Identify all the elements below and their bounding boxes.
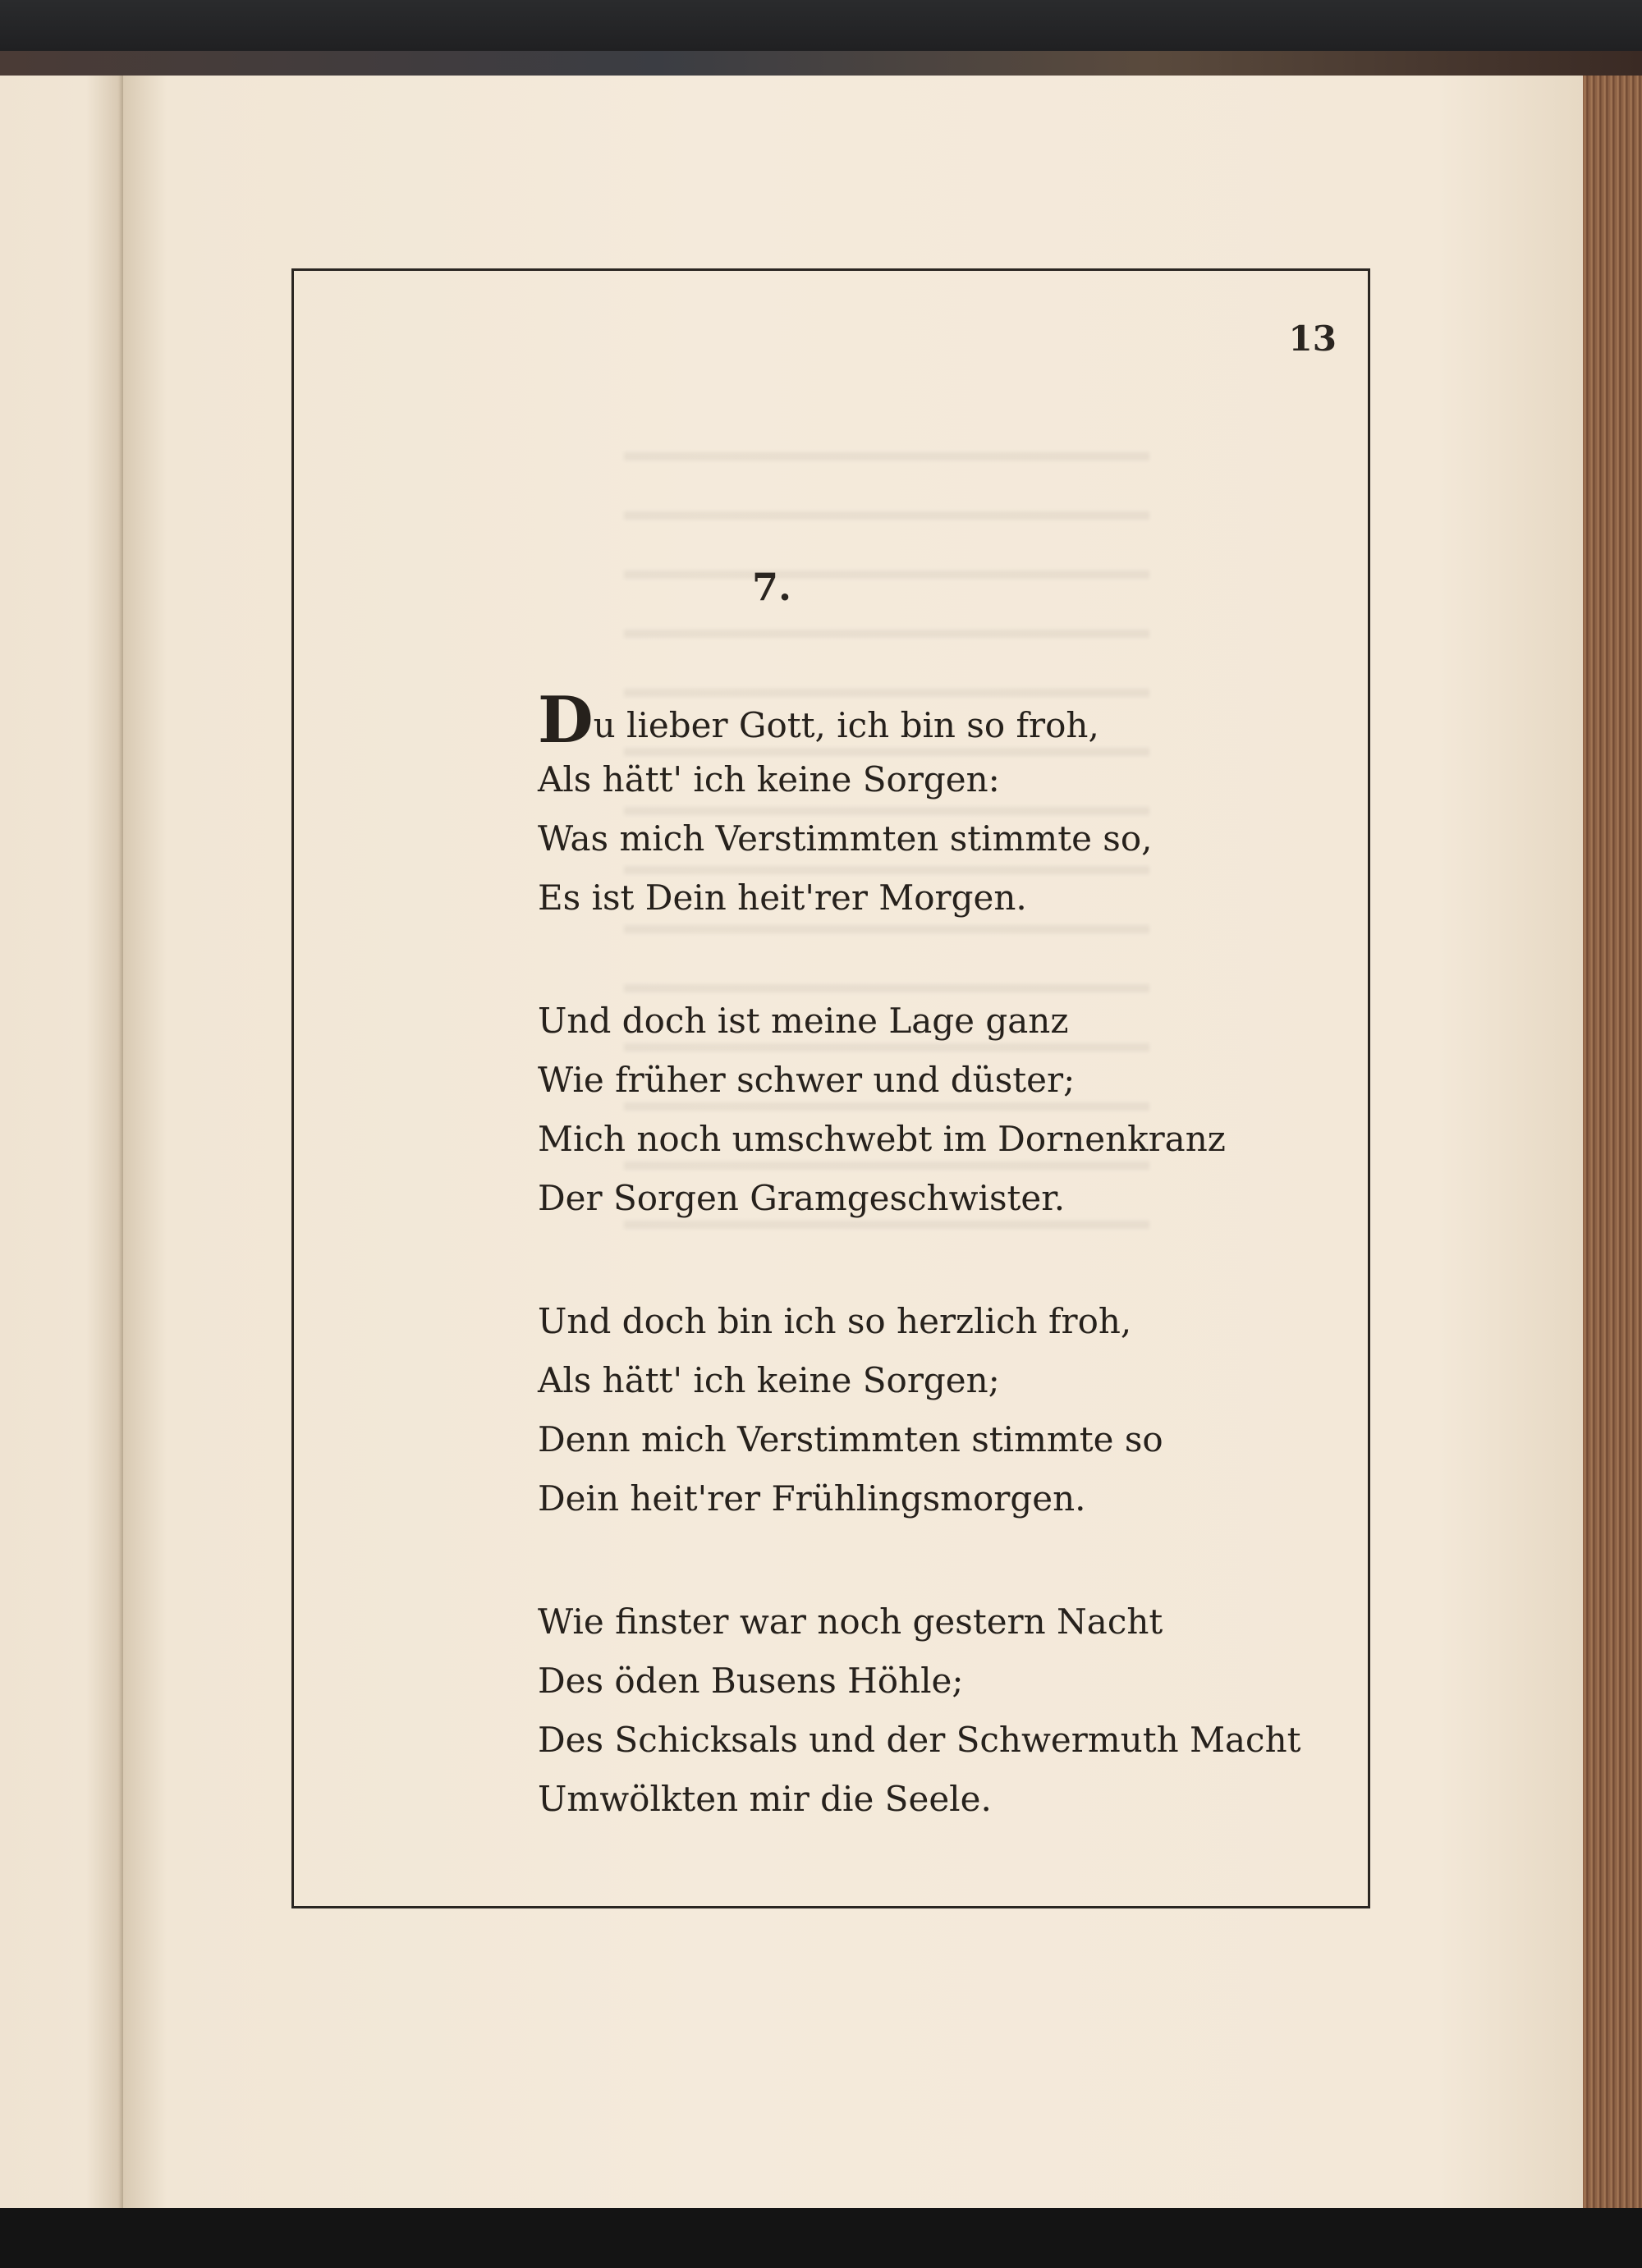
background-bottom — [0, 2208, 1642, 2268]
poem-line: Mich noch umschwebt im Dornenkranz — [538, 1119, 1226, 1159]
stanza-3 — [538, 1292, 1342, 1528]
poem-line: Und doch bin ich so herzlich froh, — [538, 1301, 1132, 1341]
stanza-2 — [538, 992, 1342, 1228]
poem-body — [538, 683, 1342, 1893]
poem-line: Des Schicksals und der Schwermuth Macht — [538, 1720, 1301, 1760]
poem-line: Und doch ist meine Lage ganz — [538, 1001, 1069, 1041]
poem-line: Als hätt' ich keine Sorgen: — [538, 759, 1000, 800]
stanza-1 — [538, 683, 1342, 928]
poem-line: Du lieber Gott, ich bin so froh, — [538, 683, 1099, 758]
page-number: 13 — [1288, 318, 1337, 359]
page-block-edge — [1583, 76, 1642, 2214]
stanza-4 — [538, 1592, 1342, 1829]
poem-line: Es ist Dein heit'rer Morgen. — [538, 877, 1027, 918]
poem-line: Des öden Busens Höhle; — [538, 1661, 964, 1701]
poem-line: Wie früher schwer und düster; — [538, 1060, 1076, 1100]
poem-line: Dein heit'rer Frühlingsmorgen. — [538, 1478, 1086, 1519]
drop-cap: D — [538, 683, 594, 758]
left-page-edge — [0, 76, 123, 2214]
poem-line: Was mich Verstimmten stimmte so, — [538, 818, 1153, 859]
poem-line: Der Sorgen Gramgeschwister. — [538, 1178, 1066, 1218]
poem-line: Als hätt' ich keine Sorgen; — [538, 1360, 1000, 1400]
poem-number: 7. — [751, 565, 792, 609]
poem-line: Umwölkten mir die Seele. — [538, 1779, 992, 1819]
poem-line: Denn mich Verstimmten stimmte so — [538, 1419, 1163, 1459]
poem-line: Wie finster war noch gestern Nacht — [538, 1601, 1163, 1642]
